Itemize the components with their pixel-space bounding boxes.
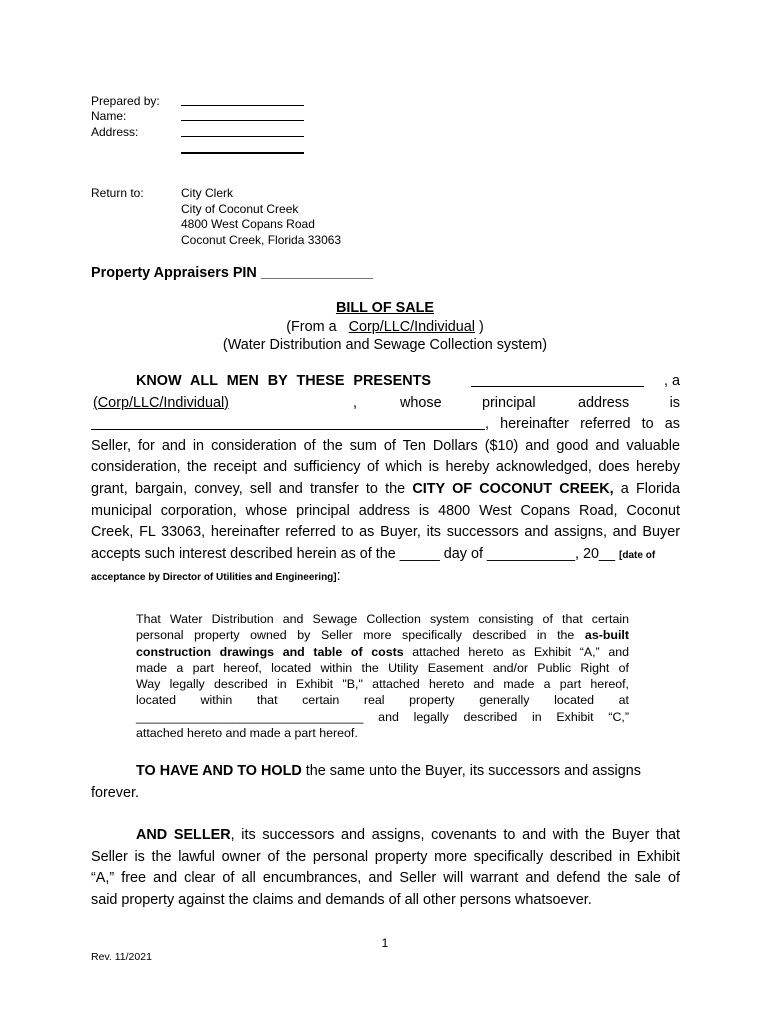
pin-label: Property Appraisers PIN — [91, 265, 257, 281]
return-to-line: 4800 West Copans Road — [181, 217, 315, 231]
address-field[interactable] — [181, 125, 304, 137]
page-number: 1 — [381, 936, 389, 950]
return-to-address — [181, 186, 341, 248]
document-title: BILL OF SALE — [335, 300, 435, 316]
prepared-by-label: Prepared by: — [91, 94, 160, 108]
paragraph-and-seller: AND SELLER, its successors and assigns, covenants to and with the Buyer that Seller is the lawful owner of the personal property more specifically described in Exhibit “A,” free and clear of all encumbrances, and Seller will warrant and defend the sale of said property against the claims and demands of all other persons whatsoever. — [91, 827, 680, 908]
prepared-by-field[interactable] — [181, 94, 304, 106]
return-to-line: City Clerk — [181, 186, 234, 200]
return-to-line: Coconut Creek, Florida 33063 — [181, 232, 342, 247]
paragraph-to-have-and-hold: TO HAVE AND TO HOLD the same unto the Buyer, its successors and assigns forever. — [91, 763, 641, 801]
city-name: CITY OF COCONUT CREEK, — [412, 480, 614, 497]
seller-name-blank[interactable] — [471, 371, 644, 387]
title-block — [0, 299, 770, 355]
pin-line — [91, 265, 373, 281]
return-to-label: Return to: — [91, 186, 144, 200]
return-to-line: City of Coconut Creek — [181, 201, 299, 216]
name-label: Name: — [91, 109, 127, 123]
property-location-blank[interactable]: _________________________________ — [136, 709, 364, 724]
property-description-block: That Water Distribution and Sewage Collection system consisting of that certain personal property owned by Seller more specifically described in the as-built construction drawings and table of costs attached hereto as Exhibit “A,” and made a part hereof, located within the Utility Easement and/or Public Right of Way legally described in Exhibit "B," attached hereto and made a part hereof, located within that certain real property generally located at _________________________________ and legally described in Exhibit “C,” attached hereto and made a part hereof. — [136, 612, 629, 741]
name-field[interactable] — [181, 109, 304, 121]
pin-blank[interactable]: ______________ — [260, 265, 373, 281]
know-all-men-lead: KNOW ALL MEN BY THESE PRESENTS — [136, 373, 431, 389]
address-label: Address: — [91, 125, 139, 139]
paragraph-know-all-men: KNOW ALL MEN BY THESE PRESENTS , a (Corp/LLC/Individual) , whose principal address is , hereinafter referred to as Seller, for and in consideration of the sum of Ten Dollars ($10) and good and valuable consideration, the receipt and sufficiency of which is hereby acknowledged, does hereby grant, bargain, convey, sell and transfer to the CITY OF COCONUT CREEK, a Florida municipal corporation, whose principal address is 4800 West Copans Road, Coconut Creek, FL 33063, hereinafter referred to as Buyer, its successors and assigns, and Buyer accepts such interest described herein as of the _____ day of ___________, 20__ [date of acceptance by Director of Utilities and Engineering]: — [91, 373, 680, 585]
seller-entity-type: (Corp/LLC/Individual) — [93, 394, 229, 411]
title-entity-type: Corp/LLC/Individual — [348, 318, 475, 335]
seller-address-blank[interactable] — [91, 414, 485, 430]
document-subtitle: (Water Distribution and Sewage Collection system) — [222, 337, 548, 353]
revision-label: Rev. 11/2021 — [91, 951, 152, 963]
title-from-line: (From a Corp/LLC/Individual ) — [286, 318, 484, 335]
acceptance-date-line[interactable]: accepts such interest described herein as of the _____ day of ___________, 20__ — [91, 545, 616, 562]
address-field-2[interactable] — [181, 141, 304, 154]
